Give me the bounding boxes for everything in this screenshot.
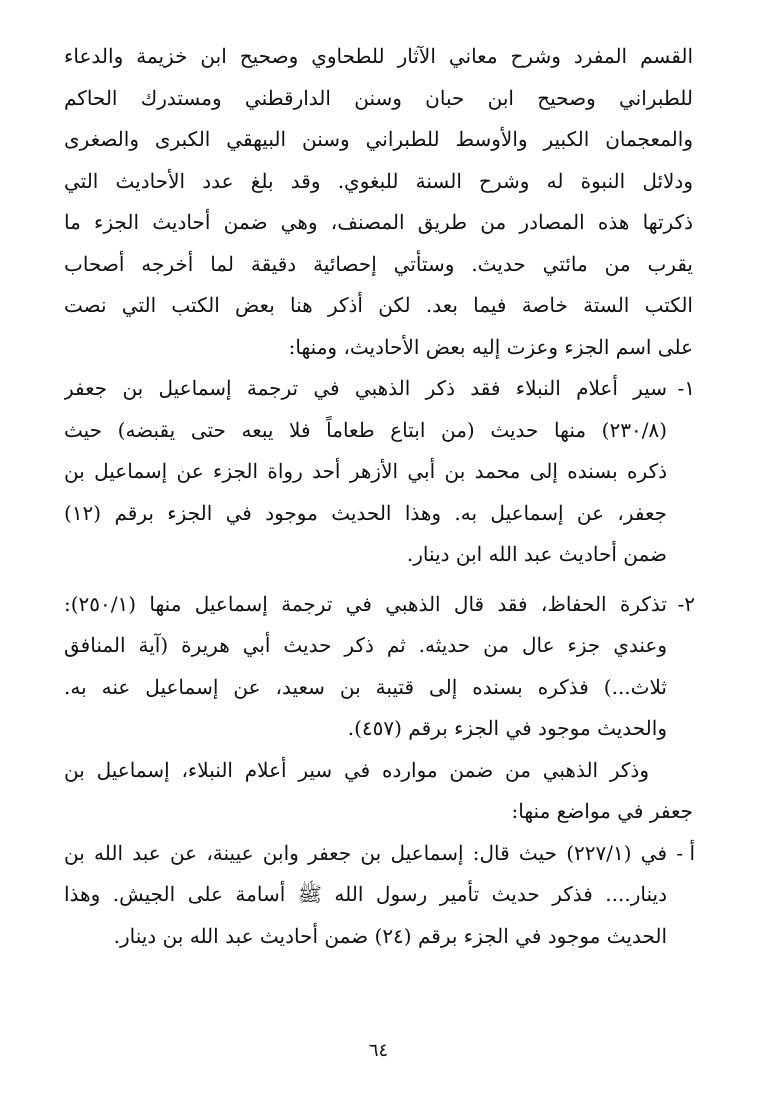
page-number: ٦٤ [368,1040,389,1061]
intro-paragraph [64,36,693,368]
text-line: جعفر في مواضع منها: [511,799,693,823]
list-item-1 [64,368,693,576]
text-line: الحديث موجود في الجزء برقم (٢٤) ضمن أحاديث عبد الله بن دينار. [113,923,667,948]
list-marker: ٢- [677,591,695,616]
text-line: للطبراني وصحيح ابن حبان وسنن الدارقطني ومستدرك الحاكم [64,85,693,110]
text-line: ودلائل النبوة له وشرح السنة للبغوي. وقد بلغ عدد الأحاديث التي [64,168,693,193]
second-paragraph [64,750,693,833]
text-line: وعندي جزء عال من حديثه. ثم ذكر حديث أبي هريرة (آية المنافق [64,633,667,657]
list-item-a [64,833,693,958]
text-line: جعفر، عن إسماعيل به. وهذا الحديث موجود في الجزء برقم (١٢) [64,500,667,525]
text-line: على اسم الجزء وعزت إليه بعض الأحاديث، ومنها: [288,334,693,359]
list-marker: ١- [677,376,695,400]
text-line: ذكرتها هذه المصادر من طريق المصنف، وهي ضمن أحاديث الجزء ما [64,210,693,234]
text-line: ثلاث...) فذكره بسنده إلى قتيبة بن سعيد، عن إسماعيل عنه به. [64,674,667,699]
document-body [64,36,693,957]
text-line: في (٢٢٧/١) حيث قال: إسماعيل بن جعفر وابن عيينة، عن عبد الله بن [64,840,667,865]
text-line: دينار.... فذكر حديث تأمير رسول الله ﷺ أسامة على الجيش. وهذا [64,882,667,906]
text-line: ذكره بسنده إلى محمد بن أبي الأزهر أحد رواة الجزء عن إسماعيل بن [64,459,667,483]
text-line: الكتب الستة خاصة فيما بعد. لكن أذكر هنا بعض الكتب التي نصت [64,293,693,317]
text-line: القسم المفرد وشرح معاني الآثار للطحاوي وصحيح ابن خزيمة والدعاء [64,44,693,68]
text-line: والمعجمان الكبير والأوسط للطبراني وسنن البيهقي الكبرى والصغرى [64,127,693,151]
text-line: والحديث موجود في الجزء برقم (٤٥٧). [347,716,667,740]
text-line: تذكرة الحفاظ، فقد قال الذهبي في ترجمة إسماعيل منها (٢٥٠/١): [64,591,667,616]
list-item-2 [64,584,693,750]
text-line: سير أعلام النبلاء فقد ذكر الذهبي في ترجمة إسماعيل بن جعفر [64,376,667,400]
text-line: وذكر الذهبي من ضمن موارده في سير أعلام النبلاء، إسماعيل بن [64,757,649,782]
text-line: ضمن أحاديث عبد الله ابن دينار. [406,542,667,566]
text-line: (٢٣٠/٨) منها حديث (من ابتاع طعاماً فلا يبعه حتى يقبضه) حيث [64,417,667,442]
list-marker: أ - [676,840,695,865]
text-line: يقرب من مائتي حديث. وستأتي إحصائية دقيقة لما أخرجه أصحاب [64,251,693,276]
